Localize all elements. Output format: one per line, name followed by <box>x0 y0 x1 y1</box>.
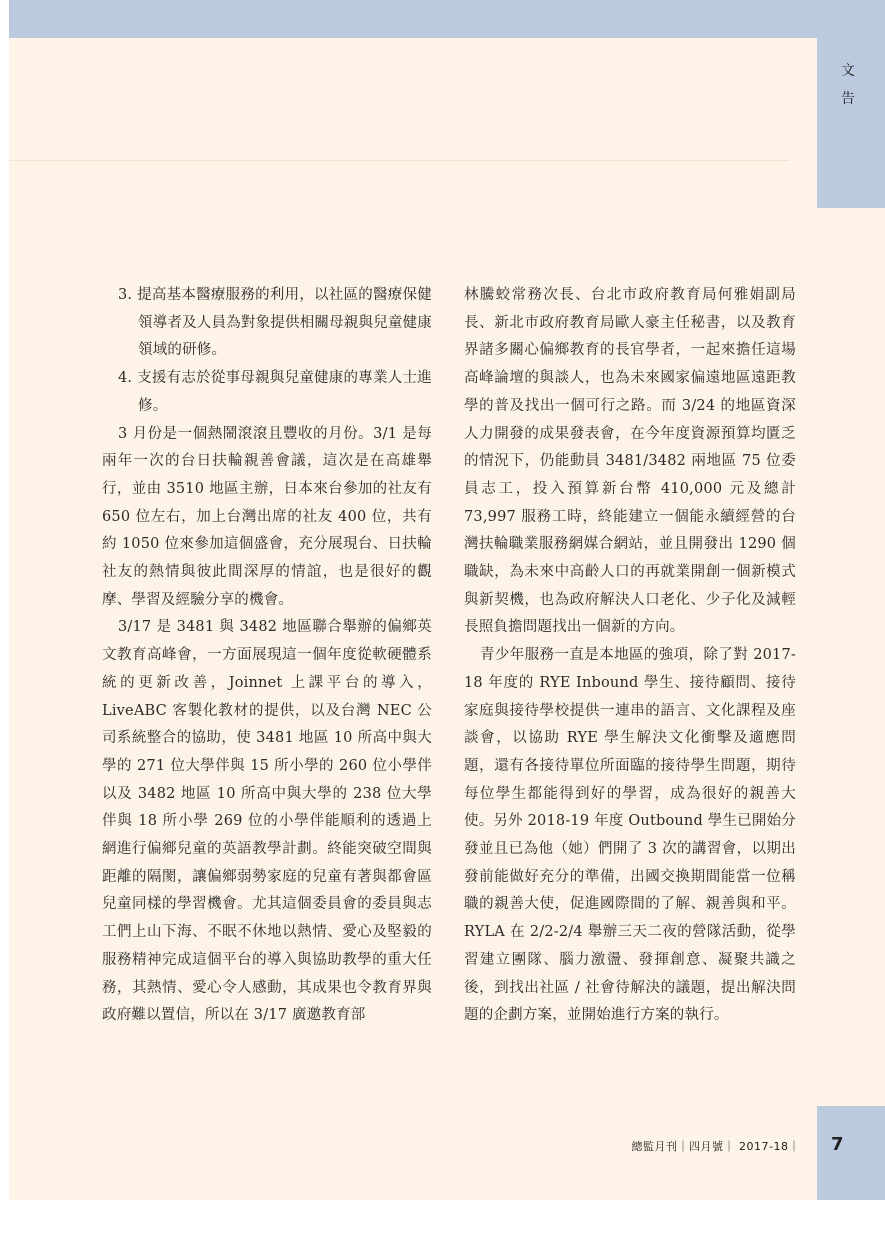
right-column <box>464 282 796 1030</box>
section-tab <box>817 38 885 208</box>
paragraph-education-summit: 3/17 是 3481 與 3482 地區聯合舉辦的偏鄉英文教育高峰會，一方面展現這一個年度從軟硬體系統的更新改善，Joinnet 上課平台的導入，LiveABC 客製化教材的提供，以及台灣 NEC 公司系統整合的協助，使 3481 地區 10 所高中與大學的 271 位大學伴與 15 所小學的 260 位小學伴以及 3482 地區 10 所高中與大學的 238 位大學伴與 18 所小學 269 位的小學伴能順利的透過上網進行偏鄉兒童的英語教學計劃。終能突破空間與距離的隔閡，讓偏鄉弱勢家庭的兒童有著與都會區兒童同樣的學習機會。尤其這個委員會的委員與志工們上山下海、不眠不休地以熱情、愛心及堅毅的服務精神完成這個平台的導入與協助教學的重大任務，其熱情、愛心令人感動，其成果也令教育界與政府難以置信，所以在 3/17 廣邀教育部 <box>102 619 432 1024</box>
page-number-tab <box>817 1106 885 1200</box>
section-tab-char-2: 告 <box>841 91 855 107</box>
header-divider <box>9 160 789 161</box>
list-item-3: 3. 提高基本醫療服務的利用，以社區的醫療保健領導者及人員為對象提供相關母親與兒童健康領域的研修。 <box>118 287 432 359</box>
page-number: 7 <box>831 1134 844 1155</box>
section-tab-char-1: 文 <box>841 63 855 79</box>
footer-publication: 總監月刊｜四月號｜ 2017-18｜ <box>631 1140 800 1153</box>
top-color-band <box>9 0 885 38</box>
side-strip <box>817 208 885 1106</box>
paragraph-youth-service: 青少年服務一直是本地區的強項，除了對 2017-18 年度的 RYE Inbound 學生、接待顧問、接待家庭與接待學校提供一連串的語言、文化課程及座談會，以協助 RYE 學生解決文化衝擊及適應問題，還有各接待單位所面臨的接待學生問題，期待每位學生都能得到好的學習，成為很好的親善大使。另外 2018-19 年度 Outbound 學生已開始分發並且已為他（她）們開了 3 次的講習會，以期出發前能做好充分的準備，出國交換期間能當一位稱職的親善大使，促進國際間的了解、親善與和平。RYLA 在 2/2-2/4 舉辦三天二夜的營隊活動，從學習建立團隊、腦力激盪、發揮創意、凝聚共識之後，到找出社區 / 社會待解決的議題，提出解決問題的企劃方案，並開始進行方案的執行。 <box>464 647 796 1024</box>
paragraph-march: 3 月份是一個熱鬧滾滾且豐收的月份。3/1 是每兩年一次的台日扶輪親善會議，這次是在高雄舉行，並由 3510 地區主辦，日本來台參加的社友有 650 位左右，加上台灣出席的社友 400 位，共有約 1050 位來參加這個盛會，充分展現台、日扶輪社友的熱情與彼此間深厚的情誼，也是很好的觀摩、學習及經驗分享的機會。 <box>102 425 432 608</box>
paragraph-continued: 林騰蛟常務次長、台北市政府教育局何雅娟副局長、新北市政府教育局歐人豪主任秘書，以及教育界諸多關心偏鄉教育的長官學者，一起來擔任這場高峰論壇的與談人，也為未來國家偏遠地區遠距教學的普及找出一個可行之路。而 3/24 的地區資深人力開發的成果發表會，在今年度資源預算均匱乏的情況下，仍能動員 3481/3482 兩地區 75 位委員志工，投入預算新台幣 410,000 元及總計 73,997 服務工時，終能建立一個能永續經營的台灣扶輪職業服務網媒合網站，並且開發出 1290 個職缺，為未來中高齡人口的再就業開創一個新模式與新契機，也為政府解決人口老化、少子化及減輕長照負擔問題找出一個新的方向。 <box>464 287 796 636</box>
left-column <box>102 282 432 1030</box>
list-item-4: 4. 支援有志於從事母親與兒童健康的專業人士進修。 <box>118 370 432 414</box>
